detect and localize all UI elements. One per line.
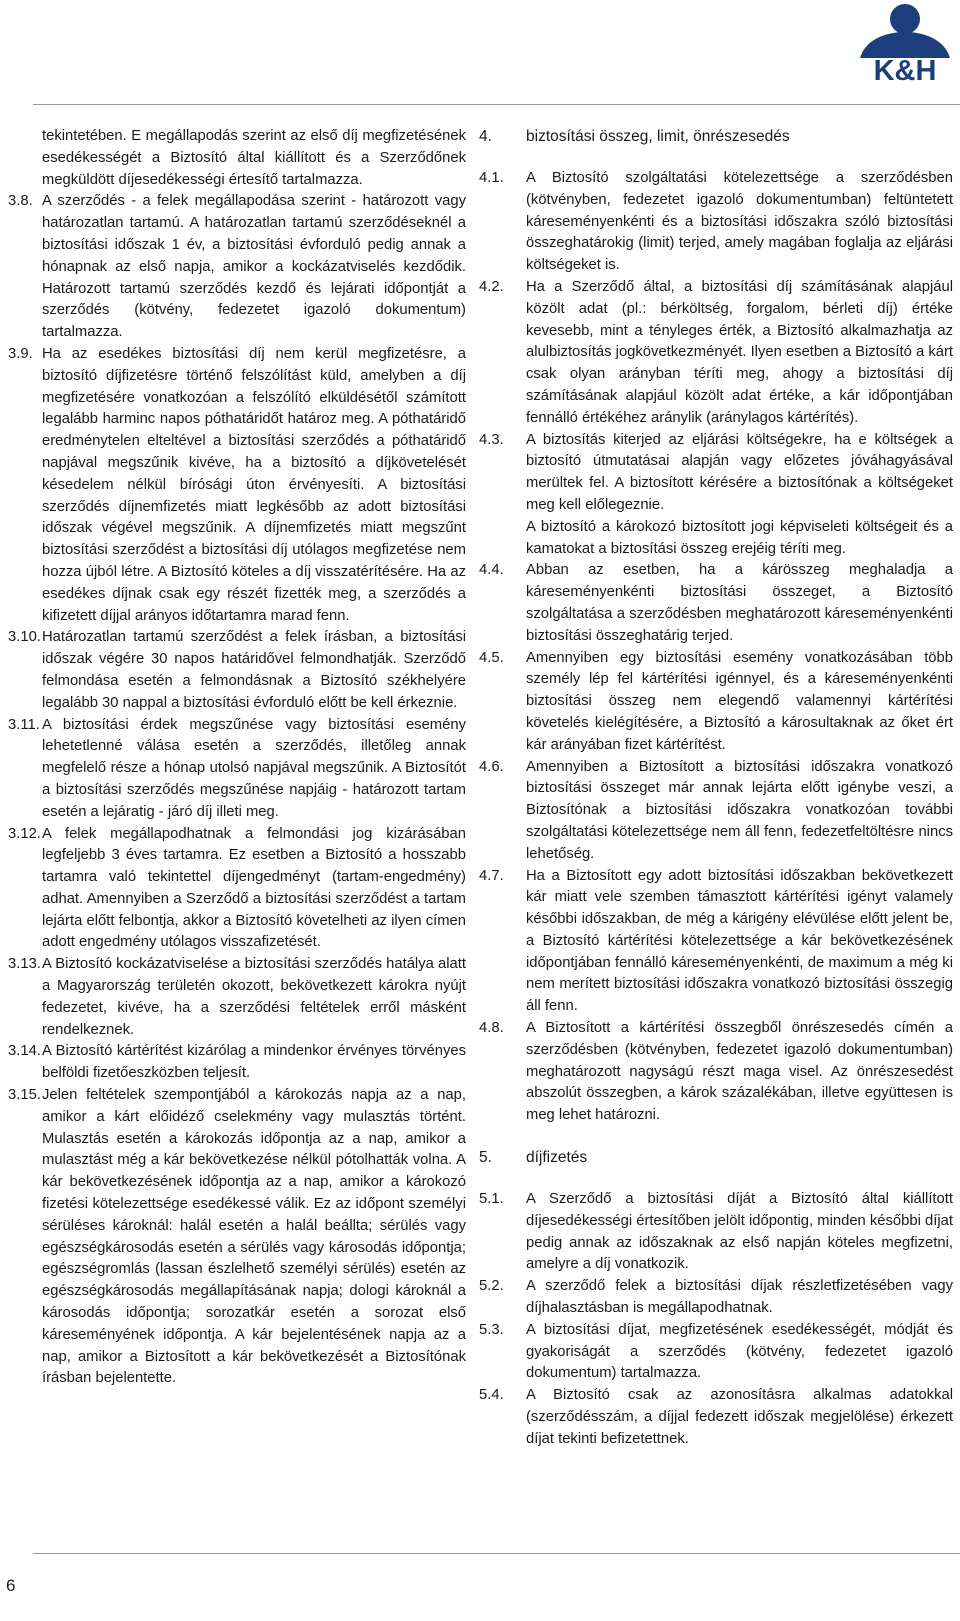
section-5-title: díjfizetés [526,1149,588,1167]
clause-text-continued: A biztosító a károkozó biztosított jogi képviseleti költségeit és a kamatokat a biztosítási összeg erejéig téríti meg. [526,518,953,557]
clause-text: A Szerződő a biztosítási díját a Biztosító által kiállított díjesedékességi értesítőben jelölt időpontig, minden későbbi díjat pedig annak az időszaknak az első napján köteles megfizetni, amelyre a díj vonatkozik. [526,1191,953,1273]
clause-item [479,1018,953,1127]
clause-text: A Biztosító csak az azonosításra alkalmas adatokkal (szerződésszám, a díjjal fedezett időszak megjelölése) érkezett díjat tekinti befizetettnek. [526,1387,953,1447]
clause-item [479,1276,953,1320]
clause-number: 5.4. [479,1387,504,1404]
clause-text: A szerződés - a felek megállapodása szerint - határozott vagy határozatlan tartamú. A határozatlan tartamú szerződéseknél a biztosítási időszak 1 év, a biztosítási évforduló pedig annak a hónapnak az első napja, amikor a kockázatviselés kezdődik. Határozott tartamú szerződés kezdő és lejárati időpontját a szerződés (kötvény, fedezetet igazoló dokumentum) tartalmazza. [42,193,466,341]
clause-number: 3.12. [8,825,41,842]
clause-text: Jelen feltételek szempontjából a károkozás napja az a nap, amikor a kárt előidéző cselekmény vagy mulasztás történt. Mulasztás esetén a károkozás időpontja az a nap, amikor a mulasztást még a kár bekövetkezése nélkül pótolhatták volna. A kár bekövetkezésének időpontja az a nap, amikor a károkozó fizetési kötelezettsége esedékessé válik. Ez az időpont személyi sérüléses károknál: halál esetén a halál beállta; sérülés vagy egészségkárosodás esetén a sérülés vagy károsodás időpontja; egészségromlás (lassan észlelhető személyi sérülés) esetén az egészségkárosodás megállapításának napja; dologi károknál a károsodás időpontja; sorozatkár esetén a sorozat első káreseményének időpontja. A kár bejelentésének napja az a nap, amikor a Biztosított a kár bekövetkezését a Biztosítónak írásban bejelentette. [42,1087,466,1387]
clause-text: A Biztosító kockázatviselése a biztosítási szerződés hatálya alatt a Magyarország területén okozott, bekövetkezett károkra nyújt fedezetet, kivéve, ha a szerződési feltételek erről másként rendelkeznek. [42,956,466,1038]
clause-text: A biztosítás kiterjed az eljárási költségekre, ha e költségek a biztosító útmutatásai alapján vagy előzetes jóváhagyásával merültek fel. A biztosított kérésére a biztosítónak a költségeket meg kell előlegeznie. [526,431,953,513]
clause-text: Határozatlan tartamú szerződést a felek írásban, a biztosítási időszak végére 30 napos határidővel felmondhatják. Szerződő felmondása esetén a felmondásnak a Biztosító székhelyére legalább 30 nappal a biztosítási évforduló előtt be kell érkeznie. [42,629,466,711]
clause-number: 3.15. [8,1087,41,1104]
logo-text: K&H [873,55,937,87]
clause-number: 3.10. [8,629,41,646]
clause-item [479,1385,953,1450]
clause-text: Amennyiben egy biztosítási esemény vonatkozásában több személy lép fel kártérítési igénnyel, és a káreseményenkénti biztosítási összeg nem elegendő valamennyi kártérítési követelés kielégítésére, a Biztosító a károsultaknak az őket ért kár arányában fizet kártérítést. [526,649,953,753]
section-4-number: 4. [479,128,492,145]
clause-item [8,715,466,824]
clause-number: 4.3. [479,431,504,448]
left-column [8,126,466,1390]
clause-item [8,191,466,344]
clause-item [8,1041,466,1085]
logo-figure-icon [852,2,958,58]
clause-text: A Biztosító kártérítést kizárólag a mindenkor érvényes törvényes belföldi fizetőeszközben teljesít. [42,1043,466,1082]
clause-number: 4.2. [479,278,504,295]
clause-number: 4.7. [479,867,504,884]
clause-text: Amennyiben a Biztosított a biztosítási időszakra vonatkozó biztosítási összeget már annak lejárta előtt igénybe veszi, a Biztosítónak a biztosítási időszakra vonatkozóan további szolgáltatási kötelezettsége nem áll fenn, fedezetfeltöltésre nincs lehetőség. [526,758,953,862]
clause-number: 4.6. [479,758,504,775]
clause-text: Ha a Szerződő által, a biztosítási díj számításának alapjául közölt adat (pl.: bérköltség, forgalom, bérleti díj) értéke kevesebb, mint a tényleges érték, a Biztosító alkalmazhatja az alulbiztosítás jogkövetkezményét. Ilyen esetben a Biztosító a kárt csak olyan arányban téríti meg, ahogy a biztosítási díj számításának alapjául közölt adat értéke, a kár időpontjában fennálló értékéhez aránylik (aránylagos kártérítés). [526,278,953,426]
clause-item [8,824,466,955]
clause-number: 4.5. [479,649,504,666]
clause-number: 5.3. [479,1321,504,1338]
footer-divider [33,1553,960,1554]
clause-text: A Biztosított a kártérítési összegből önrészesedés címén a szerződésben (kötvényben, fedezetet igazoló dokumentumban) meghatározott nagyságú részt maga visel. Az önrészesedést abszolút összegben, a károk százalékában, illetve együttesen is meg lehet határozni. [526,1020,953,1124]
clause-number: 5.2. [479,1278,504,1295]
clause-number: 4.8. [479,1020,504,1037]
section-4-title: biztosítási összeg, limit, önrészesedés [526,128,790,145]
clause-item [479,277,953,430]
clause-number: 3.8. [8,193,33,210]
clause-number: 3.11. [8,716,40,733]
clause-number: 5.1. [479,1191,504,1208]
clause-text: A biztosítási díjat, megfizetésének esedékességét, módját és gyakoriságát a szerződés (kötvény, fedezetet igazoló dokumentum) tartalmazza. [526,1321,953,1382]
logo [852,2,958,86]
clause-number: 3.14. [8,1043,41,1060]
header-divider [33,104,960,105]
clause-number: 3.9. [8,345,33,362]
clause-number: 3.13. [8,956,41,973]
clause-item [479,168,953,277]
clause-text: Ha a Biztosított egy adott biztosítási időszakban bekövetkezett kár miatt vele szemben támasztott kártérítési igényt valamely későbbi időszakban, de még a kárigény elévülése előtt jelent be, a Biztosító kártérítési kötelezettsége a kár bekövetkezésének időpontjában fennálló káreseményenkénti, de maximum a még ki nem merített biztosítási időszakra vonatkozó biztosítási összegig áll fenn. [526,867,953,1015]
clause-item [479,866,953,1019]
clause-number: 4.1. [479,170,504,186]
clause-item [8,954,466,1041]
clause-item [479,757,953,866]
clause-number: 4.4. [479,562,504,579]
clause-text: A szerződő felek a biztosítási díjak részletfizetésében vagy díjhalasztásban is megállapodhatnak. [526,1278,953,1317]
clause-text: A Biztosító szolgáltatási kötelezettsége a szerződésben (kötvényben, fedezetet igazoló dokumentumban) feltüntetett káreseményenkénti és a biztosítási időszakra szóló biztosítási összeghatárokig (limit) terjed, amely magában foglalja az eljárási költségeket is. [526,170,953,274]
section-5-number: 5. [479,1149,492,1167]
section-4-heading [479,126,953,148]
clause-text: A biztosítási érdek megszűnése vagy biztosítási esemény lehetetlenné válása esetén a szerződés, illetőleg annak megfelelő része a hónap utolsó napjával megszűnik. A Biztosítót a biztosítási szerződés megszűnése napjáig - határozott tartam esetén a lejáratig - járó díj illeti meg. [42,716,466,820]
clause-text: Abban az esetben, ha a kárösszeg meghaladja a káreseményenkénti biztosítási összeget, a Biztosító szolgáltatása a szerződésben meghatározott káreseményenkénti biztosítási összeghatárig terjed. [526,562,953,644]
intro-paragraph: tekintetében. E megállapodás szerint az első díj megfizetésének esedékességét a Biztosító által kiállított és a Szerződőnek megküldött díjesedékességi értesítő tartalmazza. [42,128,466,188]
clause-item [8,627,466,714]
page-number: 6 [6,1576,16,1595]
right-column [479,126,953,1451]
clause-item [479,560,953,647]
clause-item [479,1320,953,1385]
clause-item [479,648,953,757]
clause-text: A felek megállapodhatnak a felmondási jog kizárásában legfeljebb 3 éves tartamra. Ez esetben a Biztosító a hosszabb tartamra való tekintettel díjengedményt (tartam-engedmény) adhat. Amennyiben a Szerződő a biztosítási szerződést a tartam lejárta előtt felbontja, akkor a Biztosító követelheti az ilyen címen adott engedmény utólagos visszafizetését. [42,825,466,951]
clause-item [479,430,953,561]
clause-item [479,1189,953,1276]
clause-item [8,1085,466,1390]
clause-item [8,344,466,627]
section-5-heading [479,1147,953,1169]
clause-text: Ha az esedékes biztosítási díj nem kerül megfizetésre, a biztosító díjfizetésre történő felszólítást küld, amelyben a díj megfizetésére vonatkozóan a felszólító elküldésétől számított legalább harminc napos póthatáridőt határoz meg. A póthatáridő eredménytelen elteltével a biztosítási szerződés a póthatáridő napjával megszűnik kivéve, ha a biztosító a díjkövetelését késedelem nélkül bírósági úton érvényesíti. A biztosítási szerződés díjnemfizetés miatt legkésőbb az adott biztosítási időszak végével megszűnik. A díjnemfizetés miatt megszűnt biztosítási szerződést a biztosítási díj utólagos megfizetése nem hozza újból létre. A Biztosító köteles a díj visszatérítésére. Ha az esedékes díjnak csak egy részét fizették meg, a szerződés a kifizetett díjjal arányos időtartamra marad fenn. [42,345,466,624]
